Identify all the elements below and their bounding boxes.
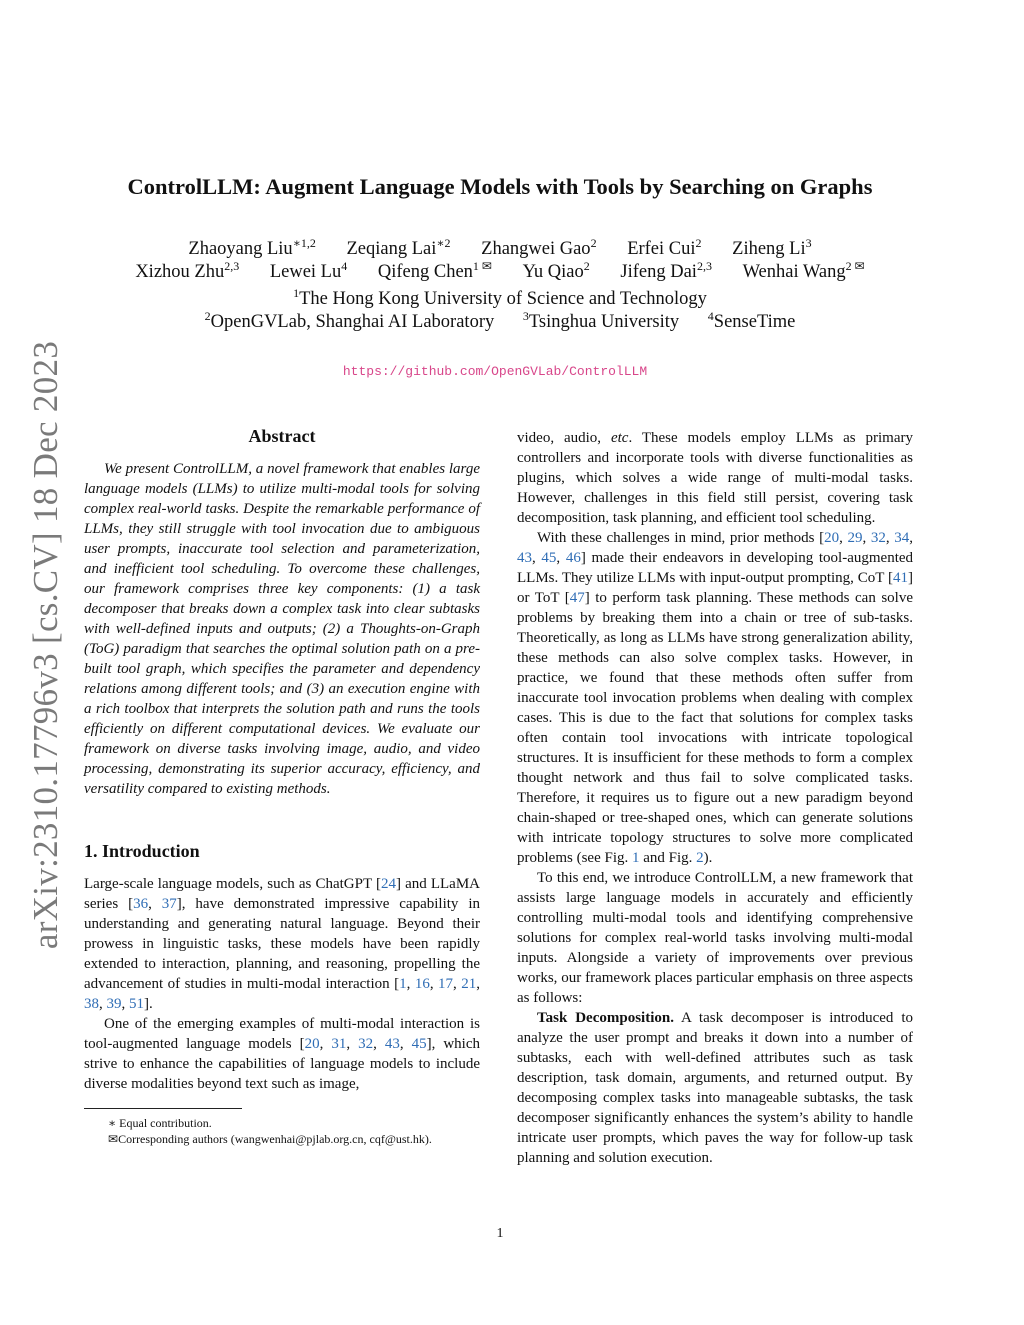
footnote-rule <box>84 1108 242 1109</box>
citation-link[interactable]: 43 <box>384 1036 400 1052</box>
citation-link[interactable]: 51 <box>129 996 144 1012</box>
author: Wenhai Wang$^{2 ✉}$ <box>742 259 865 282</box>
citation-link[interactable]: 39 <box>106 996 122 1012</box>
citation-link[interactable]: 17 <box>438 976 454 992</box>
affiliations <box>0 288 1000 334</box>
page-number: 1 <box>496 1226 504 1241</box>
author: Yu Qiao$^2$ <box>522 259 590 282</box>
citation-link[interactable]: 32 <box>358 1036 374 1052</box>
citation-link[interactable]: 32 <box>870 530 886 546</box>
affiliation: $^2$OpenGVLab, Shanghai AI Laboratory <box>204 309 495 332</box>
citation-link[interactable]: 24 <box>380 876 396 892</box>
citation-link[interactable]: 21 <box>461 976 477 992</box>
right-paragraph-3: To this end, we introduce ControlLLM, a new framework that assists large language models in accurately and efficiently controlling multi-modal tools and identifying comprehensive solutions for complex real-world tasks involving multi-modal inputs. Alongside a variety of improvements over previous works, our framework places particular emphasis on three aspects as follows: <box>517 870 913 1006</box>
author-list <box>0 238 1000 284</box>
section-heading-introduction: 1. Introduction <box>84 841 200 861</box>
arxiv-side-stamp: arXiv:2310.17796v3 [cs.CV] 18 Dec 2023 <box>26 340 65 950</box>
citation-link[interactable]: 46 <box>565 550 581 566</box>
author: Jifeng Dai$^{2,3}$ <box>620 259 712 282</box>
task-decomposition-lead: Task Decomposition. <box>537 1010 674 1026</box>
citation-link[interactable]: 1 <box>399 976 407 992</box>
citation-link[interactable]: 41 <box>893 570 908 586</box>
citation-link[interactable]: 43 <box>517 550 532 566</box>
author: Qifeng Chen$^{1 ✉}$ <box>377 259 492 282</box>
paper-title: ControlLLM: Augment Language Models with Tools by Searching on Graphs <box>127 174 873 199</box>
citation-link[interactable]: 36 <box>133 896 149 912</box>
intro-paragraph-1: Large-scale language models, such as ChatGPT [24] and LLaMA series [36, 37], have demonstrated impressive capability in understanding and generating natural language. Beyond their prowess in linguistic tasks, these models have been rapidly extended to interaction, planning, and reasoning, propelling the advancement of studies in multi-modal interaction [1, 16, 17, 21, 38, 39, 51]. <box>84 876 481 1012</box>
figure-link[interactable]: 2 <box>696 850 704 866</box>
affiliation: $^1$The Hong Kong University of Science and Technology <box>293 286 707 309</box>
right-paragraph-1: video, audio, etc. These models employ LLMs as primary controllers and incorporate tools with diverse functionalities as plugins, which solves a wide range of multi-modal tasks. However, challenges in this field still persist, covering task decomposition, task planning, and efficient tool scheduling. <box>517 430 913 526</box>
citation-link[interactable]: 20 <box>824 530 840 546</box>
author: Zhangwei Gao$^2$ <box>481 236 597 259</box>
right-paragraph-4: Task Decomposition. A task decomposer is introduced to analyze the user prompt and breaks it down into a number of subtasks, each with well-defined attributes such as task description, task domain, arguments, and returned output. By decomposing complex tasks into manageable subtasks, the task decomposer significantly enhances the system’s ability to handle intricate user prompts, which paves the way for follow-up task planning and solution execution. <box>517 1010 913 1166</box>
footnote-corresponding: ✉Corresponding authors (wangwenhai@pjlab.org.cn, cqf@ust.hk). <box>108 1132 432 1146</box>
author-row-1 <box>0 238 1000 261</box>
author-row-2 <box>0 261 1000 284</box>
citation-link[interactable]: 47 <box>569 590 585 606</box>
affiliation-row-1 <box>0 288 1000 311</box>
citation-link[interactable]: 16 <box>414 976 430 992</box>
intro-paragraph-2: One of the emerging examples of multi-modal interaction is tool-augmented language models [20, 31, 32, 43, 45], which strive to enhance the capabilities of language models to include diverse modalities beyond text such as image, <box>84 1016 481 1092</box>
left-column <box>84 426 480 1147</box>
citation-link[interactable]: 37 <box>161 896 177 912</box>
affiliation: $^3$Tsinghua University <box>522 309 680 332</box>
abstract-text: We present ControlLLM, a novel framework that enables large language models (LLMs) to utilize multi-modal tools for solving complex real-world tasks. Despite the remarkable performance of LLMs, they still struggle with tool invocation due to ambiguous user prompts, inaccurate tool selection and parameterization, and inefficient tool scheduling. To overcome these challenges, our framework comprises three key components: (1) a task decomposer that breaks down a complex task into clear subtasks with well-defined inputs and outputs; (2) a Thoughts-on-Graph (ToG) paradigm that searches the optimal solution path on a pre-built tool graph, which specifies the parameter and dependency relations among different tools; and (3) an execution engine with a rich toolbox that interprets the solution path and runs the tools efficiently on different computational devices. We evaluate our framework on diverse tasks involving image, audio, and video processing, demonstrating its superior accuracy, efficiency, and versatility compared to existing methods. <box>84 461 480 797</box>
author: Ziheng Li$^3$ <box>732 236 812 259</box>
citation-link[interactable]: 45 <box>541 550 557 566</box>
affiliation: $^4$SenseTime <box>707 309 796 332</box>
citation-link[interactable]: 34 <box>894 530 910 546</box>
abstract-heading: Abstract <box>248 426 316 446</box>
citation-link[interactable]: 20 <box>304 1036 320 1052</box>
right-column <box>517 428 913 1168</box>
affiliation-row-2 <box>0 311 1000 334</box>
figure-link[interactable]: 1 <box>631 850 640 866</box>
author: Lewei Lu$^4$ <box>269 259 348 282</box>
citation-link[interactable]: 45 <box>411 1036 427 1052</box>
footnote-equal-contribution: ∗ Equal contribution. <box>108 1116 212 1130</box>
author: Zeqiang Lai$^{∗2}$ <box>346 236 451 259</box>
citation-link[interactable]: 31 <box>331 1036 347 1052</box>
right-paragraph-2: With these challenges in mind, prior methods [20, 29, 32, 34, 43, 45, 46] made their endeavors in developing tool-augmented LLMs. They utilize LLMs with input-output prompting, CoT [41] or ToT [47] to perform task planning. These methods can solve problems by breaking them into a chain or tree of sub-tasks. Theoretically, as long as LLMs have strong generalization ability, these methods can also solve complex tasks. However, in practice, we found that these methods often suffer from inaccurate tool invocation problems when dealing with complex cases. This is due to the fact that solutions for complex tasks often contain tool invocations with intricate topological structures. It is insufficient for these methods to form a complex thought network and thus fail to solve complicated tasks. Therefore, it requires us to figure out a new paradigm beyond chain-shaped or tree-shaped ones, which can generate solutions with intricate topology structures to solve more complicated problems (see Fig. 1 and Fig. 2). <box>517 530 914 866</box>
citation-link[interactable]: 29 <box>847 530 863 546</box>
citation-link[interactable]: 38 <box>84 996 99 1012</box>
author: Erfei Cui$^2$ <box>627 236 702 259</box>
repo-link[interactable]: https://github.com/OpenGVLab/ControlLLM <box>342 364 648 379</box>
author: Zhaoyang Liu$^{∗1,2}$ <box>188 236 316 259</box>
envelope-icon: ✉ <box>108 1132 119 1146</box>
author: Xizhou Zhu$^{2,3}$ <box>135 259 240 282</box>
